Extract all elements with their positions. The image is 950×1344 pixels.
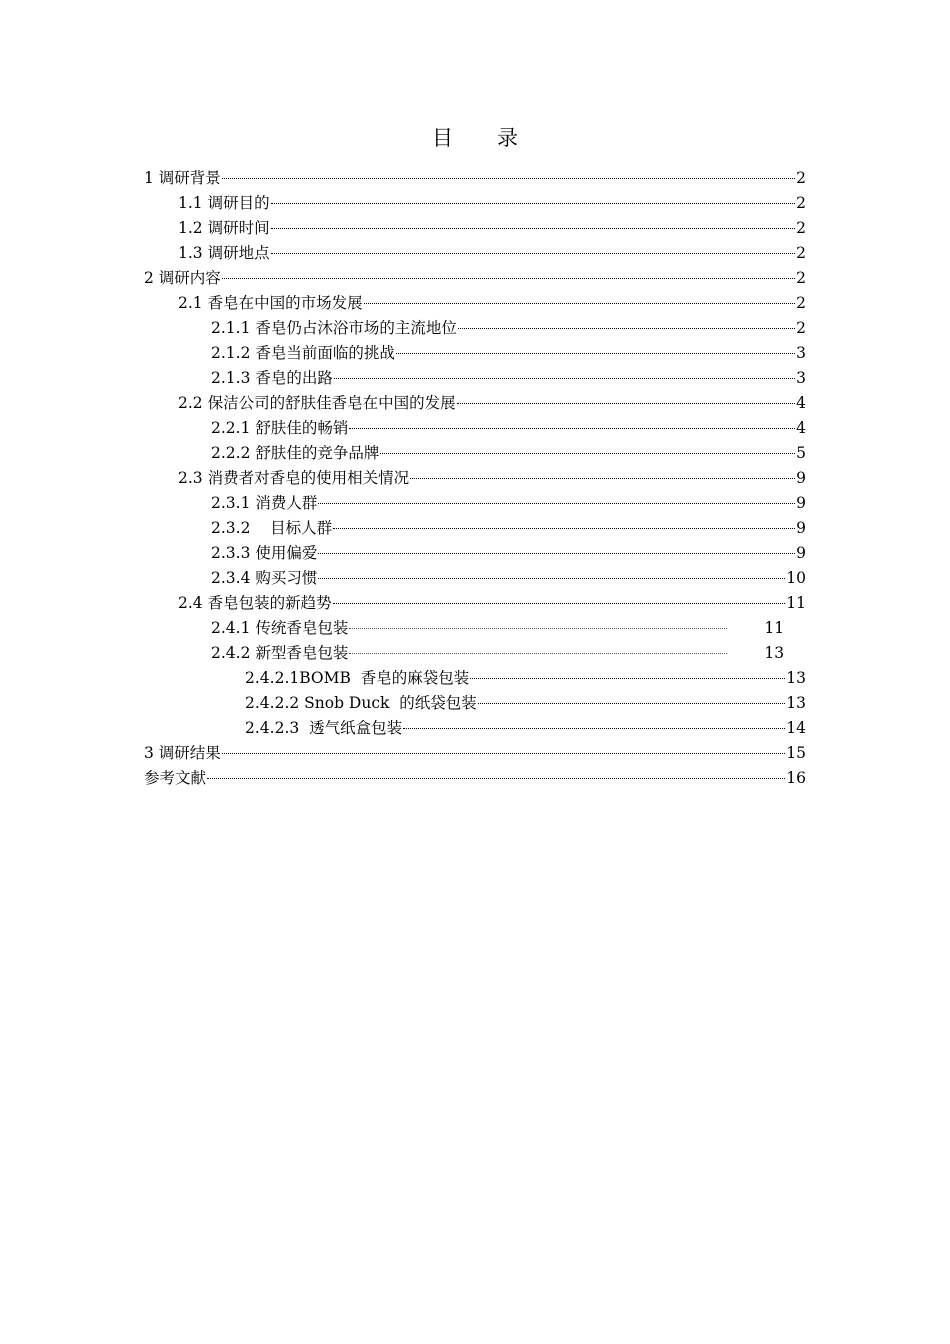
toc-leader-dots (457, 403, 796, 404)
toc-entry-label: 2.4 香皂包装的新趋势 (178, 594, 332, 612)
toc-entry-label: 2.4.1 传统香皂包装 (211, 619, 349, 637)
toc-leader-dots (349, 628, 727, 629)
toc-leader-dots (207, 778, 785, 779)
toc-entry-page: 2 (796, 169, 806, 187)
toc-title-char-2: 录 (497, 126, 518, 150)
toc-leader-dots (333, 603, 786, 604)
toc-entry-page: 9 (796, 469, 806, 487)
toc-entry-page: 9 (796, 494, 806, 512)
toc-entry[interactable] (144, 766, 806, 791)
toc-entry-label: 2.3.2 目标人群 (211, 519, 333, 537)
toc-entry-page: 2 (796, 319, 806, 337)
toc-entry[interactable] (211, 366, 806, 391)
toc-leader-dots (222, 278, 795, 279)
toc-entry[interactable] (211, 541, 806, 566)
toc-entry[interactable] (178, 191, 806, 216)
toc-entry-label: 2.1 香皂在中国的市场发展 (178, 294, 363, 312)
toc-entry[interactable] (178, 591, 806, 616)
toc-entry-page: 9 (796, 544, 806, 562)
toc-entry-label: 2.1.1 香皂仍占沐浴市场的主流地位 (211, 319, 457, 337)
toc-entry-page: 11 (786, 594, 806, 612)
toc-entry[interactable] (211, 616, 806, 641)
toc-entry[interactable] (211, 316, 806, 341)
toc-entry-page: 4 (796, 419, 806, 437)
toc-entry-label: 2.4.2.1BOMB 香皂的麻袋包装 (245, 669, 470, 687)
toc-leader-dots (478, 703, 785, 704)
toc-entry[interactable] (211, 416, 806, 441)
toc-entry[interactable] (245, 666, 806, 691)
toc-entry[interactable] (144, 266, 806, 291)
toc-leader-dots (396, 353, 795, 354)
toc-entry-label: 2 调研内容 (144, 269, 221, 287)
toc-leader-dots (271, 203, 796, 204)
toc-entry[interactable] (178, 291, 806, 316)
toc-entry-label: 1.2 调研时间 (178, 219, 270, 237)
toc-entry[interactable] (178, 241, 806, 266)
toc-entry[interactable] (178, 466, 806, 491)
toc-entry[interactable] (178, 216, 806, 241)
toc-entry-page: 2 (796, 194, 806, 212)
toc-leader-dots (318, 553, 795, 554)
toc-entry-page: 13 (786, 669, 806, 687)
toc-entry-page: 3 (796, 369, 806, 387)
toc-leader-dots (222, 178, 795, 179)
toc-entry[interactable] (211, 641, 806, 666)
toc-entry-label: 2.2.2 舒肤佳的竞争品牌 (211, 444, 380, 462)
toc-entry-label: 1.1 调研目的 (178, 194, 270, 212)
toc-entry-label: 2.4.2 新型香皂包装 (211, 644, 349, 662)
toc-entry-page: 4 (796, 394, 806, 412)
toc-entry-page: 5 (796, 444, 806, 462)
toc-leader-dots (333, 528, 795, 529)
toc-leader-dots (380, 453, 795, 454)
toc-entry-page: 13 (786, 694, 806, 712)
toc-entry-page: 11 (764, 619, 785, 637)
toc-entry[interactable] (245, 716, 806, 741)
toc-entry-page: 2 (796, 269, 806, 287)
toc-leader-dots (403, 728, 785, 729)
toc-entry[interactable] (211, 341, 806, 366)
toc-entry-label: 1 调研背景 (144, 169, 221, 187)
toc-entry-page: 15 (786, 744, 806, 762)
toc-leader-dots (349, 428, 795, 429)
toc-entry-label: 2.3 消费者对香皂的使用相关情况 (178, 469, 410, 487)
toc-entry-page: 2 (796, 219, 806, 237)
toc-entry[interactable] (211, 491, 806, 516)
toc-title (0, 122, 950, 152)
toc-entry-label: 1.3 调研地点 (178, 244, 270, 262)
toc-leader-dots (410, 478, 795, 479)
toc-entry-page: 13 (764, 644, 785, 662)
toc-leader-dots (318, 578, 785, 579)
toc-entry[interactable] (211, 441, 806, 466)
toc-entry-label: 2.4.2.3 透气纸盒包装 (245, 719, 403, 737)
toc-leader-dots (334, 378, 795, 379)
toc-entry-label: 2.3.3 使用偏爱 (211, 544, 318, 562)
toc-entry-page: 9 (796, 519, 806, 537)
toc-entry-label: 2.2.1 舒肤佳的畅销 (211, 419, 349, 437)
toc-leader-dots (222, 753, 785, 754)
toc-entry-page: 16 (786, 769, 806, 787)
toc-entry[interactable] (211, 516, 806, 541)
toc-leader-dots (271, 253, 796, 254)
toc-entry-page: 2 (796, 244, 806, 262)
toc-leader-dots (318, 503, 795, 504)
toc-entry-label: 参考文献 (144, 769, 207, 787)
toc-entry-label: 2.1.3 香皂的出路 (211, 369, 333, 387)
toc-entry-label: 2.1.2 香皂当前面临的挑战 (211, 344, 395, 362)
toc-entry[interactable] (245, 691, 806, 716)
toc-entry[interactable] (211, 566, 806, 591)
toc-leader-dots (349, 653, 727, 654)
toc-entry-page: 10 (786, 569, 806, 587)
toc-entry[interactable] (144, 741, 806, 766)
toc-entry[interactable] (178, 391, 806, 416)
toc-entry-page: 3 (796, 344, 806, 362)
toc-entry-page: 14 (786, 719, 806, 737)
toc-entry-label: 3 调研结果 (144, 744, 221, 762)
toc-entry-label: 2.3.1 消费人群 (211, 494, 318, 512)
toc-title-char-1: 目 (432, 126, 453, 150)
toc-entry-label: 2.4.2.2 Snob Duck 的纸袋包装 (245, 694, 477, 712)
toc-leader-dots (271, 228, 796, 229)
toc-entry-label: 2.2 保洁公司的舒肤佳香皂在中国的发展 (178, 394, 456, 412)
toc-entry-page: 2 (796, 294, 806, 312)
toc-leader-dots (364, 303, 796, 304)
toc-entry[interactable] (144, 166, 806, 191)
toc-leader-dots (458, 328, 795, 329)
toc-leader-dots (470, 678, 785, 679)
toc-entry-label: 2.3.4 购买习惯 (211, 569, 318, 587)
